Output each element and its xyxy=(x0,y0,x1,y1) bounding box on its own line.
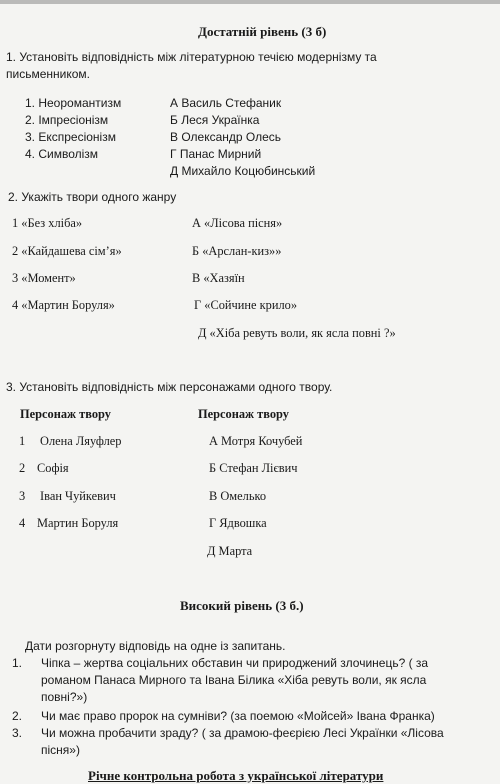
task3-right-item: Б Стефан Лієвич xyxy=(209,461,298,475)
high-item-text: Чи має право пророк на сумніви? (за поемою «Мойсей» Івана Франка) xyxy=(41,709,435,723)
high-item-num: 1. xyxy=(12,656,23,670)
task1-right-item: Б Леся Українка xyxy=(170,113,260,127)
high-item-text: Чи можна пробачити зраду? ( за драмою-феєрією Лесі Українки «Лісова xyxy=(41,726,444,740)
task1-question-line1: 1. Установіть відповідність між літературною течією модернізму та xyxy=(6,50,377,64)
high-item-text: Чіпка – жертва соціальних обставин чи природжений злочинець? ( за xyxy=(41,656,429,670)
task2-question: 2. Укажіть твори одного жанру xyxy=(8,190,177,204)
task1-left-item: 2. Імпресіонізм xyxy=(25,113,109,127)
task2-right-item: Д «Хіба ревуть воли, як ясла повні ?» xyxy=(198,326,396,340)
task3-left-name: Софія xyxy=(37,461,69,475)
task1-left-item: 1. Неоромантизм xyxy=(25,96,122,110)
task2-left-item: 4 «Мартин Боруля» xyxy=(12,298,115,312)
task2-left-item: 1 «Без хліба» xyxy=(12,216,83,230)
task3-right-item: Д Марта xyxy=(207,544,253,558)
task3-header-right: Персонаж твору xyxy=(198,407,289,421)
task2-left-item: 2 «Кайдашева сім’я» xyxy=(12,244,122,258)
high-item-text: романом Панаса Мирного та Івана Білика «Хіба ревуть воли, як ясла xyxy=(41,673,427,687)
task1-right-item: А Василь Стефаник xyxy=(170,96,282,110)
task1-question-line2: письменником. xyxy=(6,67,90,81)
task3-left-num: 3 xyxy=(19,489,26,503)
task3-right-item: А Мотря Кочубей xyxy=(209,434,303,448)
task3-right-item: В Омелько xyxy=(209,489,267,503)
section-title-high: Високий рівень (3 б.) xyxy=(180,598,304,613)
task2-right-item: В «Хазяїн xyxy=(192,271,245,285)
task3-left-name: Іван Чуйкевич xyxy=(40,489,116,503)
task3-left-num: 1 xyxy=(19,434,26,448)
high-item-text: пісня») xyxy=(41,743,80,757)
task2-right-item: А «Лісова пісня» xyxy=(192,216,283,230)
task3-left-num: 4 xyxy=(19,516,26,530)
task1-left-item: 4. Символізм xyxy=(25,147,99,161)
task3-right-item: Г Ядвошка xyxy=(209,516,267,530)
task1-right-item: Д Михайло Коцюбинський xyxy=(170,164,316,178)
section-title-medium: Достатній рівень (3 б) xyxy=(198,24,327,39)
task3-left-num: 2 xyxy=(19,461,26,475)
task2-right-item: Г «Сойчине крило» xyxy=(194,298,298,312)
task2-right-item: Б «Арслан-киз»» xyxy=(192,244,282,258)
high-item-text: повні?») xyxy=(41,690,88,704)
task3-left-name: Олена Ляуфлер xyxy=(40,434,122,448)
page-top-edge xyxy=(0,0,500,4)
task2-left-item: 3 «Момент» xyxy=(12,271,76,285)
task1-right-item: Г Панас Мирний xyxy=(170,147,262,161)
high-intro: Дати розгорнуту відповідь на одне із запитань. xyxy=(25,639,286,653)
cut-off-heading: Річне контрольна робота з української літератури xyxy=(88,768,384,783)
high-item-num: 3. xyxy=(12,726,23,740)
task3-header-left: Персонаж твору xyxy=(20,407,111,421)
task1-right-item: В Олександр Олесь xyxy=(170,130,282,144)
task1-left-item: 3. Експресіонізм xyxy=(25,130,116,144)
task3-left-name: Мартин Боруля xyxy=(37,516,119,530)
task3-question: 3. Установіть відповідність між персонажами одного твору. xyxy=(6,380,333,394)
high-item-num: 2. xyxy=(12,709,23,723)
